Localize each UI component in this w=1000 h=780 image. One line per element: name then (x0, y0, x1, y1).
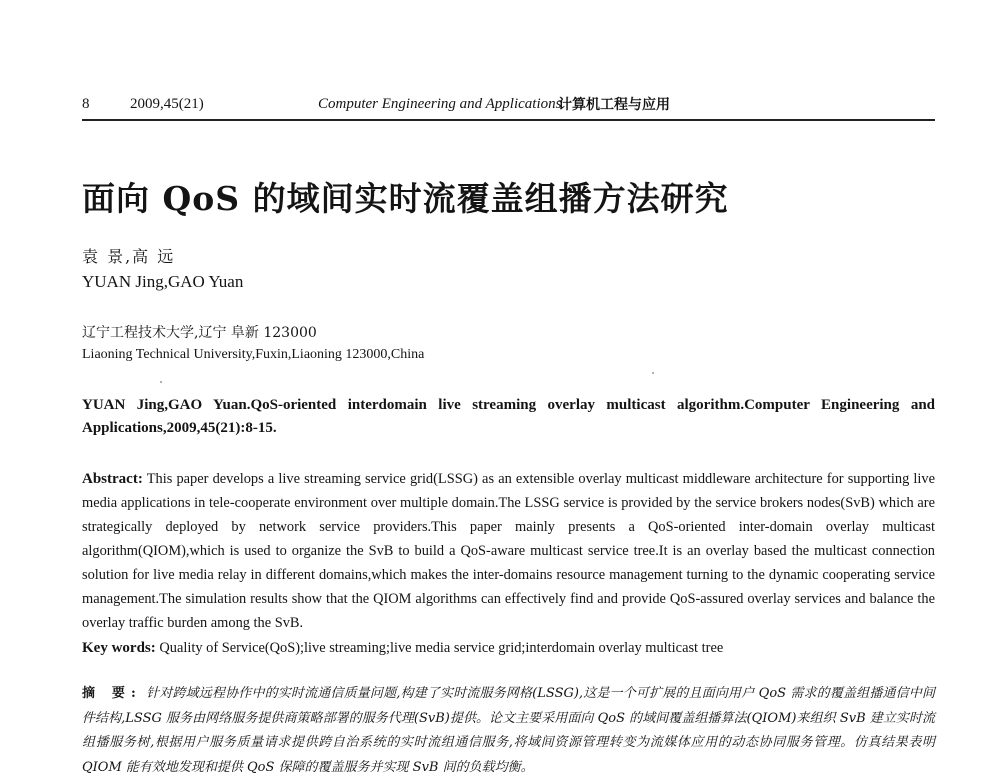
page-number: 8 (82, 96, 90, 112)
keywords-text: Quality of Service(QoS);live streaming;live media service grid;interdomain overlay multicast tree (159, 640, 724, 656)
volume-issue: 2009,45(21) (130, 96, 204, 112)
abstract-en (82, 467, 935, 635)
scan-speck (160, 381, 162, 383)
citation: YUAN Jing,GAO Yuan.QoS-oriented interdomain live streaming overlay multicast algorithm.Computer Engineering and Applications,2009,45(21):8-15. (82, 397, 935, 436)
scan-speck (652, 372, 654, 374)
authors-en: YUAN Jing,GAO Yuan (82, 272, 244, 291)
abstract-text: This paper develops a live streaming service grid(LSSG) as an extensible overlay multicast middleware architecture for supporting live media applications in tele-cooperate environment over multiple domain.The LSSG service is provided by the service brokers nodes(SvB) which are strategically deployed by network service providers.This paper mainly presents a QoS-oriented inter-domain overlay multicast algorithm(QIOM),which is used to organize the SvB to build a QoS-aware multicast service tree.It is an overlay based the multicast connection solution for live media relay in different domains,which makes the inter-domains resource management turning to the dynamic cooperating service management.The simulation results show that the QIOM algorithms can effectively find and provide QoS-assured overlay services and balance the overlay traffic burden among the SvB. (82, 471, 935, 631)
abstract-cn-text: 针对跨域远程协作中的实时流通信质量问题,构建了实时流服务网格(LSSG),这是一个可扩展的且面向用户 QoS 需求的覆盖组播通信中间件结构,LSSG 服务由网络服务提供商策略部署的服务代理(SvB)提供。论文主要采用面向 QoS 的域间覆盖组播算法(QIOM)来组织 SvB 建立实时流组播服务树,根据用户服务质量请求提供跨自治系统的实时流组通信服务,将域间资源管理转变为流媒体应用的动态协同服务管理。仿真结果表明 QIOM 能有效地发现和提供 QoS 保障的覆盖服务并实现 SvB 间的负载均衡。 (82, 686, 935, 775)
header-rule (82, 119, 935, 121)
journal-name-cn: 计算机工程与应用 (558, 97, 670, 113)
running-header (82, 94, 935, 118)
authors-cn: 袁 景,高 远 (82, 247, 176, 266)
journal-name-en: Computer Engineering and Applications (318, 96, 562, 112)
keywords-label: Key words: (82, 640, 156, 656)
keywords-en (82, 636, 935, 660)
affiliation-cn: 辽宁工程技术大学,辽宁 阜新 123000 (82, 325, 317, 341)
abstract-cn-label: 摘 要: (82, 686, 142, 701)
abstract-cn (82, 682, 935, 780)
abstract-label: Abstract: (82, 471, 143, 487)
article-title: 面向 QoS 的域间实时流覆盖组播方法研究 (82, 179, 729, 218)
affiliation-en: Liaoning Technical University,Fuxin,Liaoning 123000,China (82, 347, 425, 362)
